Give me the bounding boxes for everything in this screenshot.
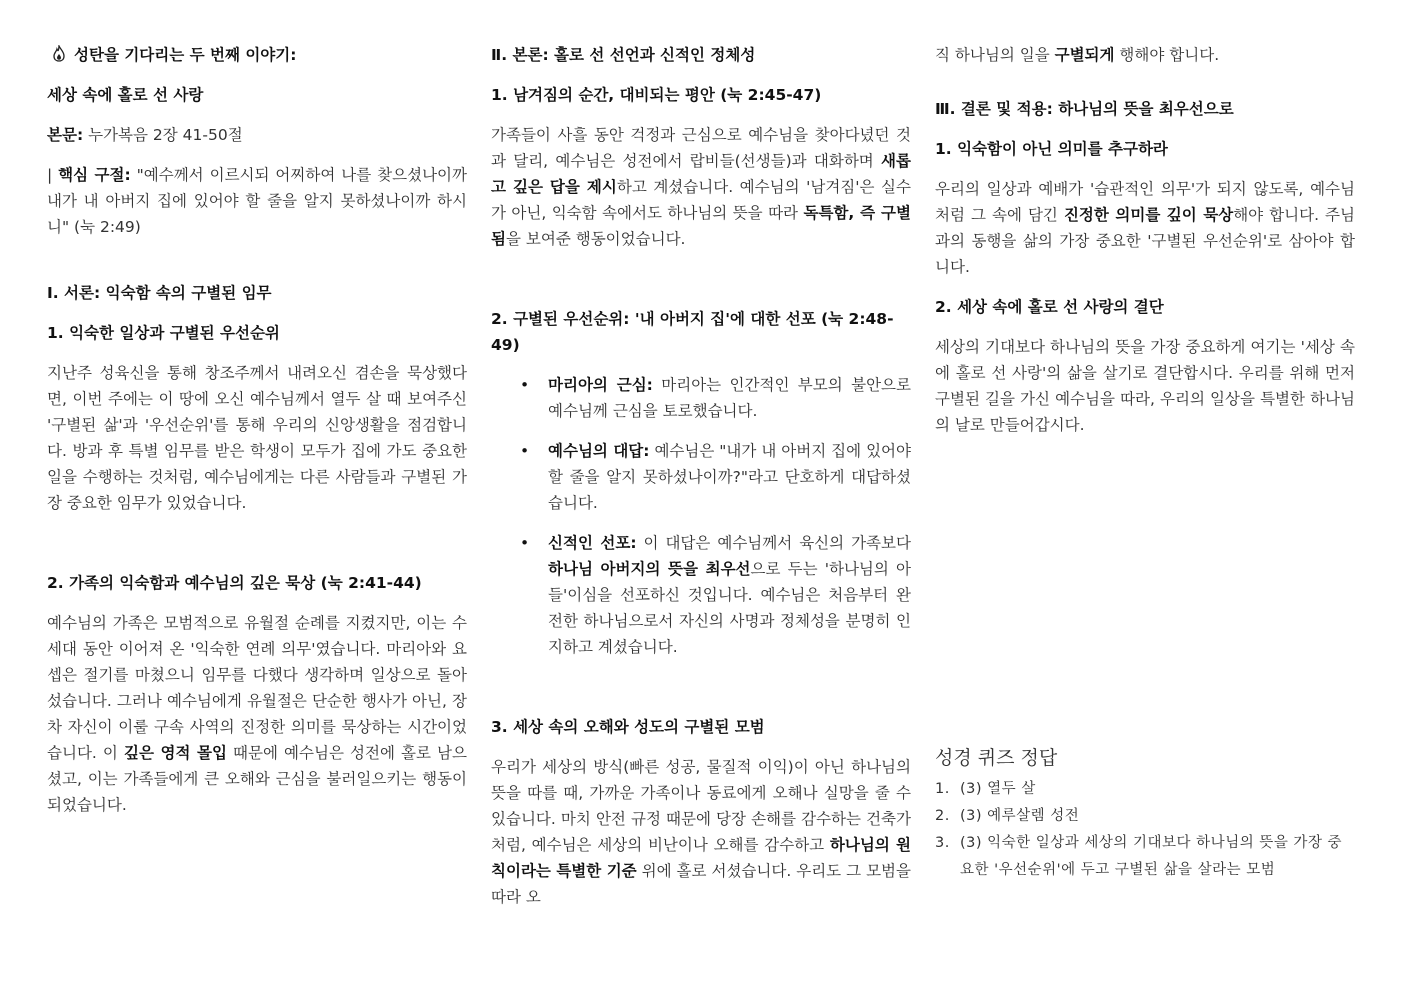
quiz-answer-list [935,776,1355,884]
bullet-item-mary: • 마리아의 근심: 마리아는 인간적인 부모의 불안으로 예수님께 근심을 토로했습니다. [491,372,911,424]
bullet-item-jesus-answer: • 예수님의 대답: 예수님은 "내가 내 아버지 집에 있어야 할 줄을 알지 못하셨나이까?"라고 단호하게 대답하셨습니다. [491,438,911,516]
quiz-title: 성경 퀴즈 정답 [935,747,1058,769]
section-2-2-title: 2. 구별된 우선순위: '내 아버지 집'에 대한 선포 (눅 2:48-49) [491,310,894,354]
scripture-reference: 본문: 누가복음 2장 41-50절 [47,126,243,144]
section-1-1-body: 지난주 성육신을 통해 창조주께서 내려오신 겸손을 묵상했다면, 이번 주에는 이 땅에 오신 예수님께서 열두 살 때 보여주신 '구별된 삶'과 '우선순위'를 통해 우리의 신앙생활을 점검합니다. 방과 후 특별 임무를 받은 학생이 모두가 집에 가도 중요한 일을 수행하는 것처럼, 예수님에게는 다른 사람들과 구별된 가장 중요한 임무가 있었습니다. [47,364,467,512]
quiz-answer-3: 3. (3) 익숙한 일상과 세상의 기대보다 하나님의 뜻을 가장 중요한 '우선순위'에 두고 구별된 삶을 살라는 모범 [935,835,1343,878]
section-1-2-body: 예수님의 가족은 모범적으로 유월절 순례를 지켰지만, 이는 수 세대 동안 이어져 온 '익숙한 연례 의무'였습니다. 마리아와 요셉은 절기를 마쳤으니 임무를 다했다 생각하며 일상으로 돌아섰습니다. 그러나 예수님에게 유월절은 단순한 행사가 아닌, 장차 자신이 이룰 구속 사역의 진정한 의미를 묵상하는 시간이었습니다. 이 깊은 영적 몰입 때문에 예수님은 성전에 홀로 남으셨고, 이는 가족들에게 큰 오해와 근심을 불러일으키는 행동이 되었습니다. [47,614,467,814]
quiz-answer-1: 1. (3) 열두 살 [935,781,1036,797]
page-subtitle: 세상 속에 홀로 선 사랑 [47,86,204,104]
section-2-1-body: 가족들이 사흘 동안 걱정과 근심으로 예수님을 찾아다녔던 것과 달리, 예수님은 성전에서 랍비들(선생들)과 대화하며 새롭고 깊은 답을 제시하고 계셨습니다. 예수님의 '남겨짐'은 실수가 아닌, 익숙함 속에서도 하나님의 뜻을 따라 독특함, 즉 구별됨을 보여준 행동이었습니다. [491,126,911,248]
column-3 [935,42,1356,878]
section-1-title: Ⅰ. 서론: 익숙함 속의 구별된 임무 [47,284,272,302]
bible-quiz-answers [935,744,1355,884]
page-title: 성탄을 기다리는 두 번째 이야기: [47,42,467,68]
key-verse: | 핵심 구절: "예수께서 이르시되 어찌하여 나를 찾으셨나이까 내가 내 아버지 집에 있어야 할 줄을 알지 못하셨나이까 하시니" (눅 2:49) [47,166,467,236]
section-2-3-body: 우리가 세상의 방식(빠른 성공, 물질적 이익)이 아닌 하나님의 뜻을 따를 때, 가까운 가족이나 동료에게 오해나 실망을 줄 수 있습니다. 마치 안전 규정 때문에 당장 손해를 감수하는 건축가처럼, 예수님은 세상의 비난이나 오해를 감수하고 하나님의 원칙이라는 특별한 기준 위에 홀로 서셨습니다. 우리도 그 모범을 따라 오 [491,758,911,906]
section-2-3-continued: 직 하나님의 일을 구별되게 행해야 합니다. [935,46,1220,64]
bullet-list [491,372,911,660]
section-3-title: Ⅲ. 결론 및 적용: 하나님의 뜻을 최우선으로 [935,100,1234,118]
column-1 [47,42,467,818]
quiz-answer-2: 2. (3) 예루살렘 성전 [935,808,1080,824]
section-3-2-body: 세상의 기대보다 하나님의 뜻을 가장 중요하게 여기는 '세상 속에 홀로 선 사랑'의 삶을 살기로 결단합시다. 우리를 위해 먼저 구별된 길을 가신 예수님을 따라, 우리의 일상을 특별한 하나님의 날로 만들어갑시다. [935,338,1355,434]
candle-flame-icon [52,45,66,62]
section-3-1-title: 1. 익숙함이 아닌 의미를 추구하라 [935,140,1168,158]
section-3-2-title: 2. 세상 속에 홀로 선 사랑의 결단 [935,298,1164,316]
section-1-1-title: 1. 익숙한 일상과 구별된 우선순위 [47,324,280,342]
section-3-1-body: 우리의 일상과 예배가 '습관적인 의무'가 되지 않도록, 예수님처럼 그 속에 담긴 진정한 의미를 깊이 묵상해야 합니다. 주님과의 동행을 삶의 가장 중요한 '구별된 우선순위'로 삼아야 합니다. [935,180,1356,276]
section-2-title: Ⅱ. 본론: 홀로 선 선언과 신적인 정체성 [491,46,756,64]
section-2-1-title: 1. 남겨짐의 순간, 대비되는 평안 (눅 2:45-47) [491,86,822,104]
bullet-item-divine-declaration: • 신적인 선포: 이 대답은 예수님께서 육신의 가족보다 하나님 아버지의 뜻을 최우선으로 두는 '하나님의 아들'이심을 선포하신 것입니다. 예수님은 처음부터 완전한 하나님으로서 자신의 사명과 정체성을 분명히 인지하고 계셨습니다. [491,530,911,660]
section-1-2-title: 2. 가족의 익숙함과 예수님의 깊은 묵상 (눅 2:41-44) [47,574,422,592]
section-2-3-title: 3. 세상 속의 오해와 성도의 구별된 모범 [491,718,765,736]
column-2 [491,42,911,910]
